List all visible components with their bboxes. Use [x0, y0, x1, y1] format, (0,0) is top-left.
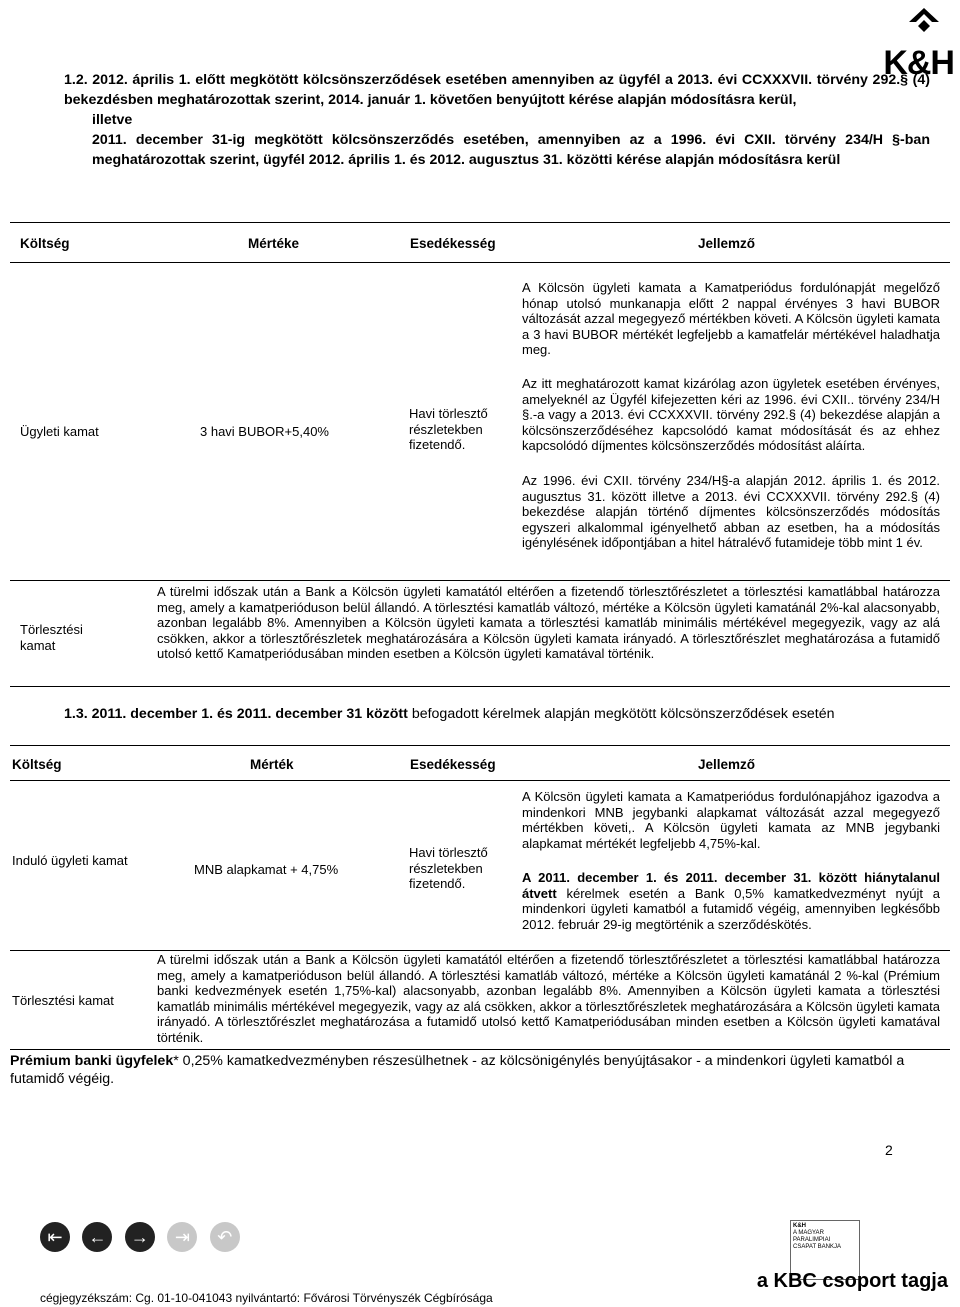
divider — [10, 686, 950, 687]
table1-row1-due: Havi törlesztő részletekben fizetendő. — [409, 406, 488, 452]
table1-row1-desc2: Az itt meghatározott kamat kizárólag azon ügyletek esetében érvényes, amelyeknél az Ügyfél kifejezetten kéri az 1996. évi CXII.. törvény 234/H §.-a vagy a 2013. évi CCXXXVII. törvény 292.§ (4) bekezdése alapján a kölcsönszerződéséhez kapcsolódó kamat módosítását és az ehhez kapcsolódó díjmentes kölcsönszerződés módosítást aláírta. — [522, 376, 940, 453]
premium-note — [10, 1052, 950, 1088]
premium-note-text: * 0,25% kamatkedvezményben részesülhetnek - az kölcsönigénylés benyújtásakor - a mindenkori ügyleti kamatból a futamidő végéig. — [10, 1053, 905, 1087]
table2-header-cost: Költség — [12, 757, 62, 772]
table1-row1-desc1: A Kölcsön ügyleti kamata a Kamatperiódus fordulónapját megelőző hónap utolsó munkanapja előtt 2 nappal érvényes 3 havi BUBOR változását azzal megegyező mértékben követi. A Kölcsön ügyleti kamata a 3 havi BUBOR mértékét legfeljebb a kamatfelár mértékével haladhatja meg. — [522, 280, 940, 357]
divider — [10, 580, 950, 581]
table1-header-cost: Költség — [20, 236, 70, 251]
table2-row1-due: Havi törlesztő részletekben fizetendő. — [409, 845, 488, 891]
table2-row1-desc2-bold: A 2011. december 1. és 2011. december 31. között hiánytalanul átvett — [522, 870, 940, 901]
section-1-2-line3: 2011. december 31-ig megkötött kölcsönszerződés esetében, amennyiben az a 1996. évi CXII. törvény 234/H §-ban meghatározottak szerint, ügyfél 2012. április 1. és 2012. augusztus 31. közötti kérése alapján módosításra kerül — [92, 132, 930, 168]
next-page-icon[interactable]: → — [125, 1222, 155, 1252]
table2-row1-desc2-normal: kérelmek esetén a Bank 0,5% kamatkedvezményt nyújt a mindenkori ügyleti kamatból a futamidő végéig, amennyiben legkésőbb 2012. február 29-ig megtörténik a szerződéskötés. — [522, 885, 940, 932]
badge-line: PARALIMPIAI — [793, 1237, 831, 1243]
table2-row2-text: A türelmi időszak után a Bank a Kölcsön ügyleti kamatától eltérően a fizetendő törlesztőrészletet a törlesztési kamatlábbal határozza meg, amely a kamatperióduson belül állandó. A törlesztési kamatláb változó, mértéke a Kölcsön ügyleti kamatánál 2 %-kal (Prémium banki kedvezmények esetén 1,75%-kal) alacsonyabb, azonban legalább 8%. Amennyiben a Kölcsön ügyleti kamata a törlesztési kamatláb minimális mértékével megegyezik, vagy az alá csökken, akkor a törlesztőrészletek meghatározására a Kölcsön ügyleti kamata irányadó. A törlesztőrészlet meghatározása a futamidő utolsó kettő Kamatperiódusában minden esetben a Kölcsön ügyleti kamatával történik. — [157, 952, 940, 1045]
logo-text: K&H — [883, 44, 954, 82]
section-1-2-line2: illetve — [92, 112, 133, 128]
last-page-icon[interactable]: ⇥ — [167, 1222, 197, 1252]
kh-logo — [872, 0, 954, 80]
table2-header-desc: Jellemző — [698, 757, 756, 772]
divider — [10, 950, 950, 951]
logo-mark-icon — [904, 0, 944, 40]
table1-header-desc: Jellemző — [698, 236, 756, 251]
table2-row1-desc2 — [522, 870, 940, 932]
section-1-3-bold: 1.3. 2011. december 1. és 2011. december 31 között — [64, 706, 408, 722]
divider — [10, 222, 950, 223]
premium-note-bold: Prémium banki ügyfelek — [10, 1053, 174, 1069]
section-1-2-line1: 1.2. 2012. április 1. előtt megkötött kölcsönszerződések esetében amennyiben az ügyfél a 2013. évi CCXXXVII. törvény 292.§ (4) bekezdésben meghatározottak szerint, 2014. január 1. követően benyújtott kérése alapján módosításra kerül, — [64, 72, 930, 108]
kbc-tagline: a KBC csoport tagja — [756, 1270, 948, 1292]
divider — [10, 262, 950, 263]
footer-nav — [40, 1222, 248, 1252]
section-1-2-heading — [64, 70, 930, 170]
section-1-3-normal: befogadott kérelmek alapján megkötött kölcsönszerződések esetén — [411, 706, 835, 722]
table2-header-due: Esedékesség — [410, 757, 496, 772]
company-registration: cégjegyzékszám: Cg. 01-10-041043 nyilvántartó: Fővárosi Törvényszék Cégbírósága — [40, 1291, 493, 1305]
table1-row1-desc3: Az 1996. évi CXII. törvény 234/H§-a alapján 2012. április 1. és 2012. augusztus 31. között illetve a 2013. évi CCXXXVII. törvény 292.§ (4) bekezdése alapján történő díjmentes kölcsönszerződés módosítás egyszeri alkalommal igényelhető abban az esetben, ha a módosítás igénylésének időpontjában a hitel hátralévő futamideje több mint 1 év. — [522, 473, 940, 550]
divider — [10, 1049, 950, 1050]
table2-row1-cost: Induló ügyleti kamat — [12, 853, 128, 868]
table2-header-rate: Mérték — [250, 757, 294, 772]
prev-page-icon[interactable]: ← — [82, 1222, 112, 1252]
section-1-3-heading — [64, 705, 930, 723]
divider — [10, 745, 950, 746]
table2-row2-cost: Törlesztési kamat — [12, 993, 114, 1008]
badge-line: A MAGYAR — [793, 1230, 824, 1236]
page-number: 2 — [885, 1142, 893, 1158]
back-icon[interactable]: ↶ — [210, 1222, 240, 1252]
table1-header-rate: Mértéke — [248, 236, 300, 251]
badge-line: CSAPAT BANKJA — [793, 1244, 842, 1250]
divider — [10, 780, 950, 781]
badge-line: K&H — [793, 1223, 806, 1229]
table1-row1-rate: 3 havi BUBOR+5,40% — [200, 424, 329, 439]
table1-row2-text: A türelmi időszak után a Bank a Kölcsön ügyleti kamatától eltérően a fizetendő törlesztőrészletet a törlesztési kamatlábbal határozza meg, amely a kamatperióduson belül állandó. A törlesztési kamatláb változó, mértéke a Kölcsön ügyleti kamatánál 2%-kal alacsonyabb, azonban legalább 8%. Amennyiben a Kölcsön ügyleti kamata a törlesztési kamatláb minimális mértékével megegyezik, vagy az alá csökken, akkor a törlesztőrészletek meghatározására a Kölcsön ügyleti kamata irányadó. A törlesztőrészlet meghatározása a futamidő utolsó kettő Kamatperiódusában minden esetben a Kölcsön ügyleti kamatával történik. — [157, 584, 940, 661]
table2-row1-desc1: A Kölcsön ügyleti kamata a Kamatperiódus fordulónapjához igazodva a mindenkori MNB jegybanki alapkamat változását azzal megegyező mértékben követi,. A Kölcsön ügyleti kamata az MNB jegybanki alapkamat mértékét legfeljebb 4,75%-kal. — [522, 789, 940, 851]
first-page-icon[interactable]: ⇤ — [40, 1222, 70, 1252]
table1-row2-cost: Törlesztési kamat — [20, 622, 83, 653]
table1-header-due: Esedékesség — [410, 236, 496, 251]
table2-row1-rate: MNB alapkamat + 4,75% — [194, 862, 339, 877]
table1-row1-cost: Ügyleti kamat — [20, 424, 99, 439]
